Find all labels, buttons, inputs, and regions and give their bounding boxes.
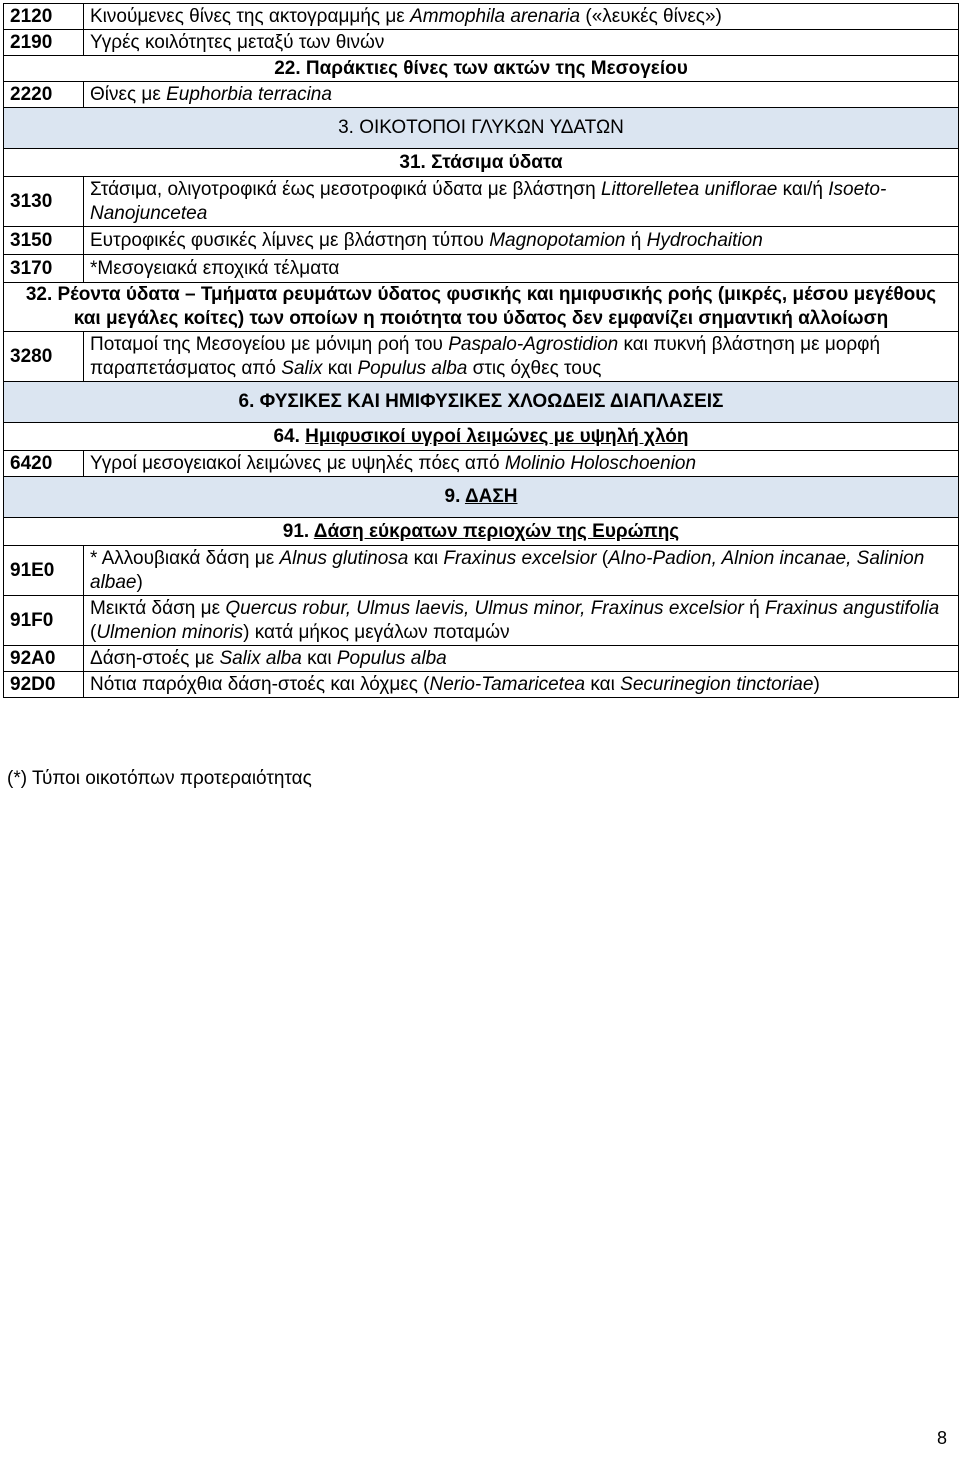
habitat-description: Κινούμενες θίνες της ακτογραμμής με Ammophila arenaria («λευκές θίνες»)	[84, 4, 959, 30]
habitat-code: 3170	[4, 255, 84, 283]
habitat-code: 92A0	[4, 646, 84, 672]
section-header-row	[4, 56, 959, 82]
habitat-code: 91E0	[4, 546, 84, 596]
habitat-description: Ποταμοί της Μεσογείου με μόνιμη ροή του Paspalo-Agrostidion και πυκνή βλάστηση με μορφή παραπετάσματος από Salix και Populus alba στις όχθες τους	[84, 332, 959, 382]
habitat-code: 2220	[4, 82, 84, 108]
habitat-description: * Αλλουβιακά δάση με Alnus glutinosa και Fraxinus excelsior (Alno-Padion, Alnion incanae, Salinion albae)	[84, 546, 959, 596]
table-row	[4, 646, 959, 672]
habitat-description: Ευτροφικές φυσικές λίμνες με βλάστηση τύπου Magnopotamion ή Hydrochaition	[84, 227, 959, 255]
section-heading-6: 6. ΦΥΣΙΚΕΣ ΚΑΙ ΗΜΙΦΥΣΙΚΕΣ ΧΛΟΩΔΕΙΣ ΔΙΑΠΛΑΣΕΙΣ	[4, 382, 959, 423]
table-row	[4, 255, 959, 283]
priority-footnote: (*) Τύποι οικοτόπων προτεραιότητας	[7, 768, 312, 789]
habitat-code: 6420	[4, 451, 84, 477]
section-heading-91: 91. Δάση εύκρατων περιοχών της Ευρώπης	[4, 518, 959, 546]
table-row	[4, 332, 959, 382]
subsection-header-row	[4, 518, 959, 546]
table-row	[4, 596, 959, 646]
table-row	[4, 82, 959, 108]
habitat-description: Μεικτά δάση με Quercus robur, Ulmus laevis, Ulmus minor, Fraxinus excelsior ή Fraxinus angustifolia (Ulmenion minoris) κατά μήκος μεγάλων ποταμών	[84, 596, 959, 646]
habitat-code: 92D0	[4, 672, 84, 698]
subsection-header-row	[4, 283, 959, 332]
habitat-description: Δάση-στοές με Salix alba και Populus alba	[84, 646, 959, 672]
habitat-code: 3280	[4, 332, 84, 382]
habitat-description: Υγροί μεσογειακοί λειμώνες με υψηλές πόες από Molinio Holoschoenion	[84, 451, 959, 477]
section-header-row	[4, 382, 959, 423]
habitat-code: 91F0	[4, 596, 84, 646]
table-row	[4, 451, 959, 477]
section-header-row	[4, 108, 959, 149]
section-heading-31: 31. Στάσιμα ύδατα	[4, 149, 959, 177]
subsection-header-row	[4, 423, 959, 451]
section-heading-22: 22. Παράκτιες θίνες των ακτών της Μεσογείου	[4, 56, 959, 82]
section-heading-32: 32. Ρέοντα ύδατα – Τμήματα ρευμάτων ύδατος φυσικής και ημιφυσικής ροής (μικρές, μέσου μεγέθους και μεγάλες κοίτες) των οποίων η ποιότητα του ύδατος δεν εμφανίζει σημαντική αλλοίωση	[4, 283, 959, 332]
habitat-description: *Μεσογειακά εποχικά τέλματα	[84, 255, 959, 283]
section-heading-64: 64. Ημιφυσικοί υγροί λειμώνες με υψηλή χλόη	[4, 423, 959, 451]
table-row	[4, 672, 959, 698]
table-row	[4, 177, 959, 227]
section-header-row	[4, 477, 959, 518]
table-row	[4, 546, 959, 596]
section-heading-3: 3. ΟΙΚΟΤΟΠΟΙ ΓΛΥΚΩΝ ΥΔΑΤΩΝ	[4, 108, 959, 149]
table-row	[4, 227, 959, 255]
habitat-description: Στάσιμα, ολιγοτροφικά έως μεσοτροφικά ύδατα με βλάστηση Littorelletea uniflorae και/ή Isoeto-Nanojuncetea	[84, 177, 959, 227]
habitat-description: Υγρές κοιλότητες μεταξύ των θινών	[84, 30, 959, 56]
habitat-code: 3130	[4, 177, 84, 227]
table-row	[4, 30, 959, 56]
subsection-header-row	[4, 149, 959, 177]
habitat-code: 3150	[4, 227, 84, 255]
habitat-table	[3, 3, 959, 698]
habitat-code: 2190	[4, 30, 84, 56]
page-number: 8	[936, 1428, 947, 1448]
table-row	[4, 4, 959, 30]
habitat-code: 2120	[4, 4, 84, 30]
habitat-description: Νότια παρόχθια δάση-στοές και λόχμες (Nerio-Tamaricetea και Securinegion tinctoriae)	[84, 672, 959, 698]
habitat-description: Θίνες με Euphorbia terracina	[84, 82, 959, 108]
section-heading-9: 9. ΔΑΣΗ	[4, 477, 959, 518]
